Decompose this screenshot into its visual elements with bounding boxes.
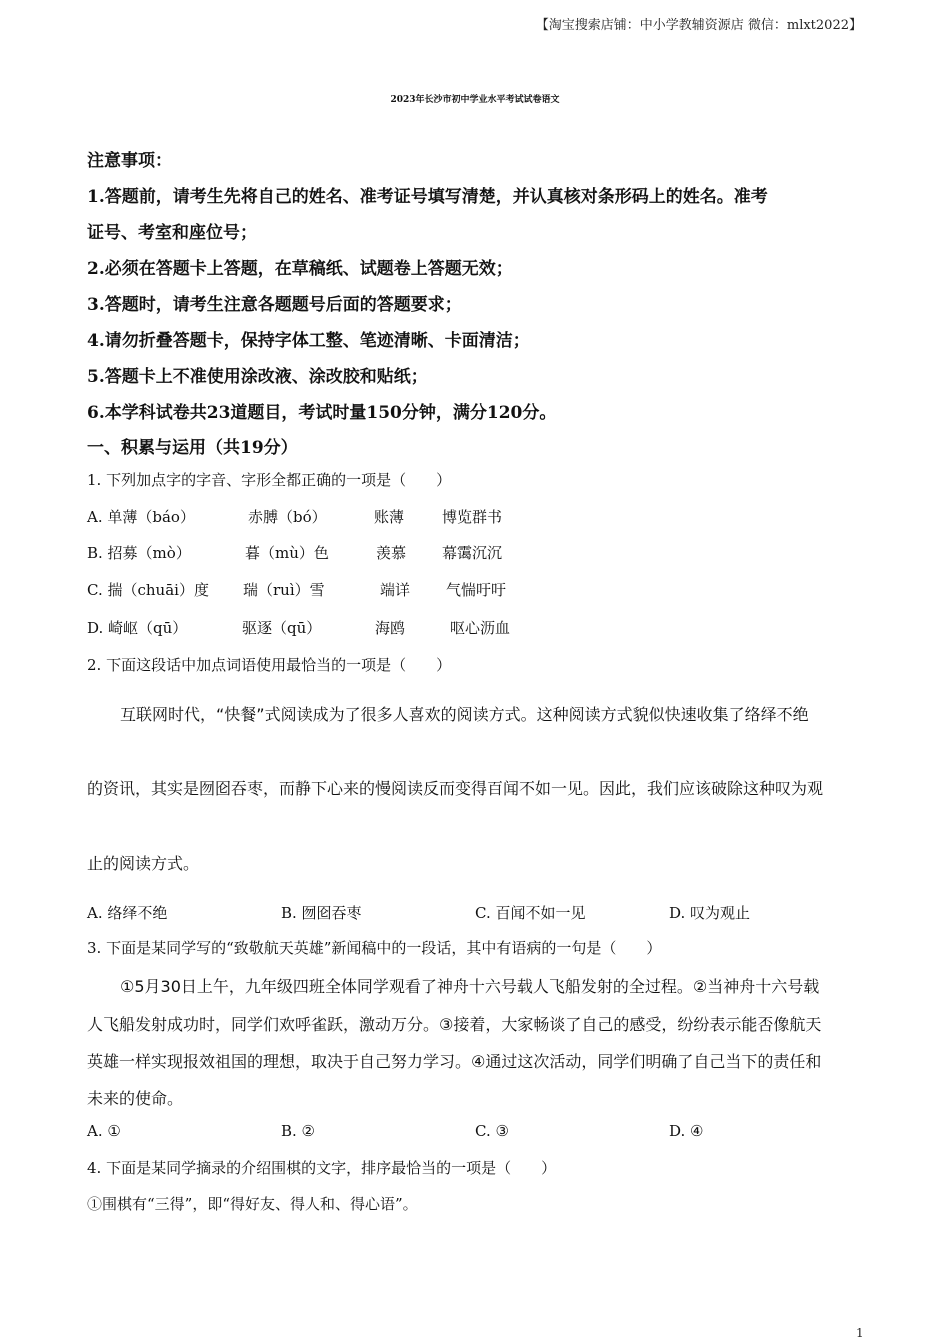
q2-stem: 2. 下面这段话中加点词语使用最恰当的一项是（ ）	[87, 656, 452, 674]
q1-option-c-word1: C. 揣（chuāi）度	[87, 581, 209, 599]
q2-passage-line2: 的资讯，其实是囫囵吞枣，而静下心来的慢阅读反而变得百闻不如一见。因此，我们应该破除这种叹为观	[87, 779, 824, 798]
q3-passage-line4: 未来的使命。	[87, 1089, 184, 1108]
note-item-4: 4.请勿折叠答题卡，保持字体工整、笔迹清晰、卡面清洁；	[87, 331, 530, 351]
note-item-1-line2: 证号、考室和座位号；	[87, 223, 257, 243]
q1-option-c-word3: 端详	[380, 581, 411, 599]
q1-option-d-word2: 驱逐（qū）	[242, 619, 322, 637]
q1-option-b-word2: 暮（mù）色	[245, 544, 329, 562]
q2-passage-line1: 互联网时代，“快餐”式阅读成为了很多人喜欢的阅读方式。这种阅读方式貌似快速收集了络绎不绝	[120, 705, 809, 724]
q1-option-a-word4: 博览群书	[442, 508, 503, 526]
exam-title: 2023年长沙市初中学业水平考试试卷语文	[390, 95, 560, 105]
q1-option-b-word4: 幕霭沉沉	[442, 544, 503, 562]
note-item-1-line1: 1.答题前，请考生先将自己的姓名、准考证号填写清楚，并认真核对条形码上的姓名。准考	[87, 187, 768, 207]
q1-option-c-word4: 气惴吁吁	[446, 581, 507, 599]
q1-option-a-word1: A. 单薄（báo）	[87, 508, 195, 526]
q3-option-a: A. ①	[87, 1122, 121, 1140]
q3-passage-line1: ①5月30日上午，九年级四班全体同学观看了神舟十六号载人飞船发射的全过程。②当神舟十六号载	[120, 977, 820, 996]
note-item-3: 3.答题时，请考生注意各题题号后面的答题要求；	[87, 295, 462, 315]
q3-passage-line3: 英雄一样实现报效祖国的理想，取决于自己努力学习。④通过这次活动，同学们明确了自己当下的责任和	[87, 1052, 822, 1071]
q2-option-c: C. 百闻不如一见	[475, 904, 586, 922]
page-number: 1	[856, 1326, 864, 1340]
q1-option-d-word4: 呕心沥血	[450, 619, 511, 637]
q1-option-a-word2: 赤膊（bó）	[248, 508, 327, 526]
section-1-title: 一、积累与运用（共19分）	[87, 438, 298, 458]
q1-option-b-word1: B. 招募（mò）	[87, 544, 191, 562]
q2-option-a: A. 络绎不绝	[87, 904, 168, 922]
note-item-5: 5.答题卡上不准使用涂改液、涂改胶和贴纸；	[87, 367, 428, 387]
q2-option-d: D. 叹为观止	[669, 904, 751, 922]
q4-line-1: ①围棋有“三得”，即“得好友、得人和、得心语”。	[87, 1195, 418, 1213]
q3-passage-line2: 人飞船发射成功时，同学们欢呼雀跃，激动万分。③接着，大家畅谈了自己的感受，纷纷表示能否像航天	[87, 1015, 822, 1034]
note-item-2: 2.必须在答题卡上答题，在草稿纸、试题卷上答题无效；	[87, 259, 513, 279]
page-header-shop-info: 【淘宝搜索店铺：中小学教辅资源店 微信：mlxt2022】	[535, 18, 862, 33]
q1-option-d-word1: D. 崎岖（qū）	[87, 619, 188, 637]
q4-stem: 4. 下面是某同学摘录的介绍围棋的文字，排序最恰当的一项是（ ）	[87, 1159, 557, 1177]
q1-option-a-word3: 账薄	[374, 508, 405, 526]
q3-stem: 3. 下面是某同学写的“致敬航天英雄”新闻稿中的一段话，其中有语病的一句是（ ）	[87, 939, 662, 957]
q3-option-d: D. ④	[669, 1122, 704, 1140]
notes-heading: 注意事项：	[87, 151, 172, 171]
q1-stem: 1. 下列加点字的字音、字形全都正确的一项是（ ）	[87, 471, 452, 489]
q3-option-b: B. ②	[281, 1122, 316, 1140]
note-item-6: 6.本学科试卷共23道题目，考试时量150分钟，满分120分。	[87, 403, 557, 423]
q1-option-c-word2: 瑞（ruì）雪	[243, 581, 325, 599]
q2-passage-line3: 止的阅读方式。	[87, 854, 200, 873]
q3-option-c: C. ③	[475, 1122, 509, 1140]
q2-option-b: B. 囫囵吞枣	[281, 904, 362, 922]
q1-option-d-word3: 海鸥	[375, 619, 406, 637]
q1-option-b-word3: 羡慕	[376, 544, 407, 562]
